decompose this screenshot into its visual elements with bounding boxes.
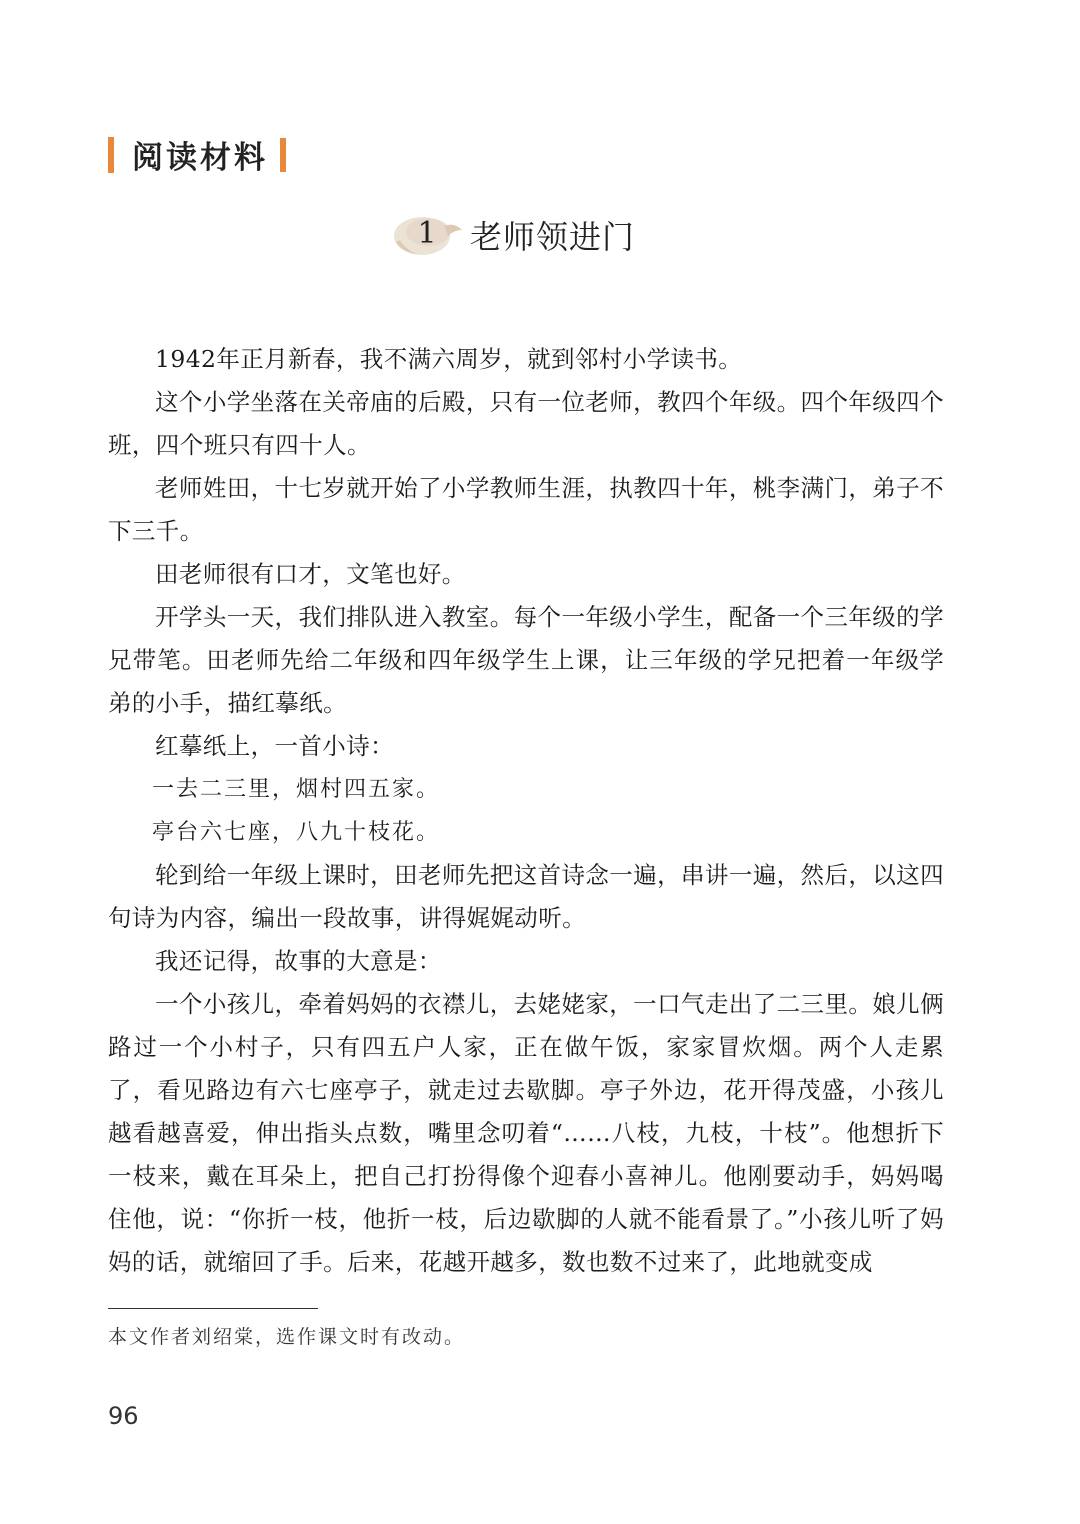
- paragraph: 一个小孩儿，牵着妈妈的衣襟儿，去姥姥家，一口气走出了二三里。娘儿俩路过一个小村子，只有四五户人家，正在做午饭，家家冒炊烟。两个人走累了，看见路边有六七座亭子，就走过去歇脚。亭子外边，花开得茂盛，小孩儿越看越喜爱，伸出指头点数，嘴里念叨着“……八枝，九枝，十枝”。他想折下一枝来，戴在耳朵上，把自己打扮得像个迎春小喜神儿。他刚要动手，妈妈喝住他，说：“你折一枝，他折一枝，后边歇脚的人就不能看景了。”小孩儿听了妈妈的话，就缩回了手。后来，花越开越多，数也数不过来了，此地就变成: [108, 990, 944, 1276]
- paragraph: 这个小学坐落在关帝庙的后殿，只有一位老师，教四个年级。四个年级四个班，四个班只有四十人。: [108, 388, 944, 459]
- paragraph: 1942年正月新春，我不满六周岁，就到邻村小学读书。: [155, 345, 743, 373]
- page-number: 96: [108, 1402, 139, 1430]
- paragraph: 开学头一天，我们排队进入教室。每个一年级小学生，配备一个三年级的学兄带笔。田老师先给二年级和四年级学生上课，让三年级的学兄把着一年级学弟的小手，描红摹纸。: [108, 603, 944, 717]
- section-label: 阅读材料: [132, 140, 268, 176]
- paragraph: 轮到给一年级上课时，田老师先把这首诗念一遍，串讲一遍，然后，以这四句诗为内容，编出一段故事，讲得娓娓动听。: [108, 861, 944, 932]
- lesson-number: 1: [417, 216, 437, 251]
- footnote: 本文作者刘绍棠，选作课文时有改动。: [108, 1326, 466, 1348]
- section-heading: [108, 132, 286, 177]
- poem-line: 亭台六七座，八九十枝花。: [152, 820, 441, 845]
- lesson-title: 老师领进门: [470, 218, 636, 256]
- paragraph: 我还记得，故事的大意是：: [155, 947, 442, 975]
- footnote-divider: [108, 1308, 318, 1309]
- section-bar-right: [280, 138, 286, 172]
- paragraph: 红摹纸上，一首小诗：: [155, 732, 394, 760]
- article-body: [108, 338, 944, 1284]
- paragraph: 田老师很有口才，文笔也好。: [155, 560, 466, 588]
- poem-line: 一去二三里，烟村四五家。: [152, 777, 441, 802]
- paragraph: 老师姓田，十七岁就开始了小学教师生涯，执教四十年，桃李满门，弟子不下三千。: [108, 474, 944, 545]
- lesson-heading: [392, 206, 652, 266]
- lesson-badge-icon: [392, 212, 464, 258]
